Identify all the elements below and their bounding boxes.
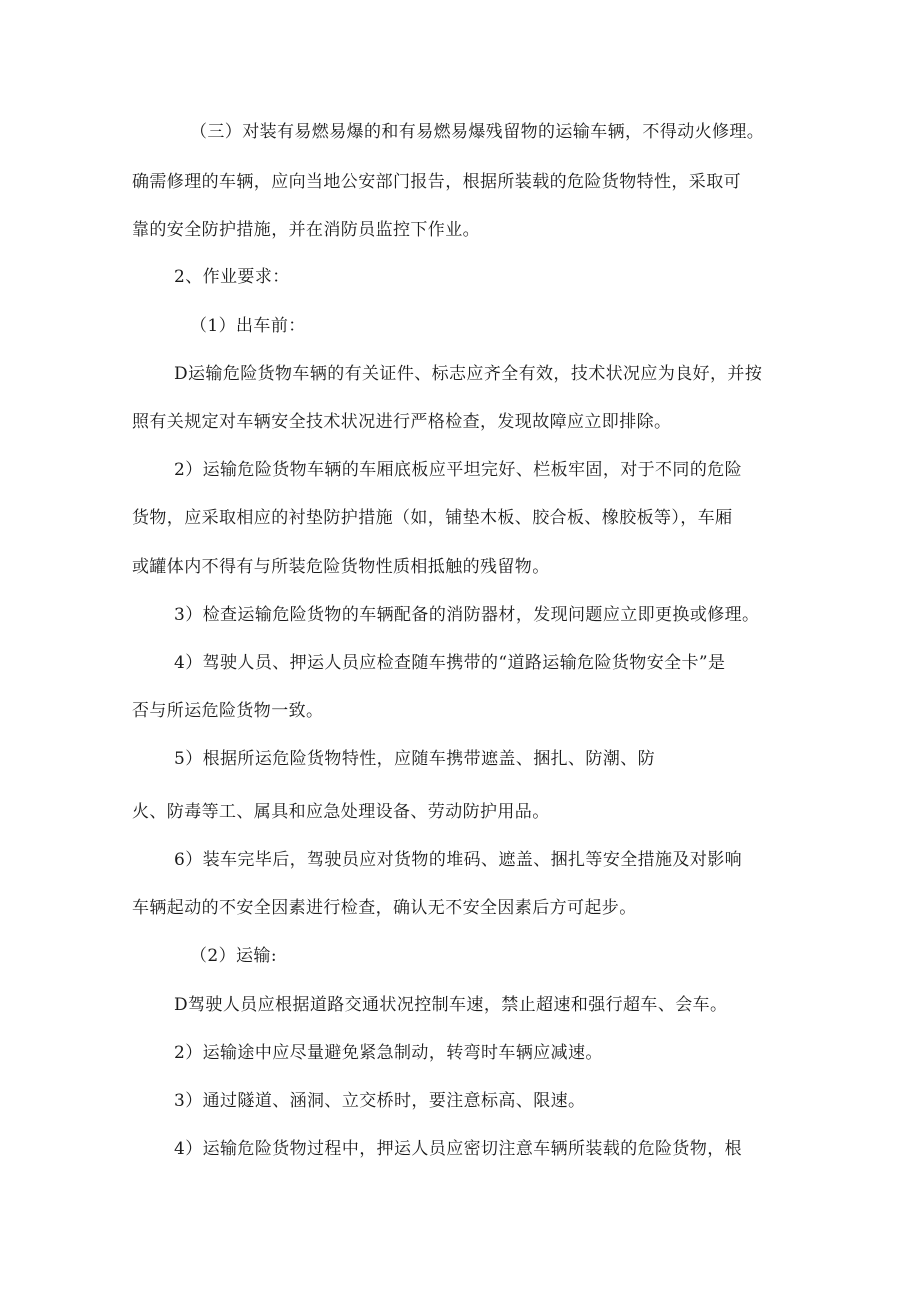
paragraph-line: 2）运输途中应尽量避免紧急制动，转弯时车辆应减速。 xyxy=(174,1043,603,1063)
paragraph-line: 确需修理的车辆，应向当地公安部门报告，根据所装载的危险货物特性，采取可 xyxy=(132,172,741,192)
subsection-heading: （2）运输: xyxy=(190,946,277,966)
paragraph-line: 靠的安全防护措施，并在消防员监控下作业。 xyxy=(132,220,480,240)
paragraph-line: 3）检查运输危险货物的车辆配备的消防器材，发现问题应立即更换或修理。 xyxy=(174,605,760,625)
paragraph-line: D运输危险货物车辆的有关证件、标志应齐全有效，技术状况应为良好，并按 xyxy=(174,364,763,384)
paragraph-line: 车辆起动的不安全因素进行检查，确认无不安全因素后方可起步。 xyxy=(132,898,637,918)
paragraph-line: 4）驾驶人员、押运人员应检查随车携带的“道路运输危险货物安全卡”是 xyxy=(174,653,726,673)
subsection-heading: （1）出车前： xyxy=(190,316,306,336)
paragraph-line: 6）装车完毕后，驾驶员应对货物的堆码、遮盖、捆扎等安全措施及对影响 xyxy=(174,850,743,870)
paragraph-line: 否与所运危险货物一致。 xyxy=(132,701,324,721)
paragraph-line: 3）通过隧道、涵洞、立交桥时，要注意标高、限速。 xyxy=(174,1091,586,1111)
paragraph-line: D驾驶人员应根据道路交通状况控制车速，禁止超速和强行超车、会车。 xyxy=(174,995,728,1015)
section-heading: 2、作业要求： xyxy=(174,267,290,287)
paragraph-line: 或罐体内不得有与所装危险货物性质相抵触的残留物。 xyxy=(132,557,550,577)
paragraph-line: 货物，应采取相应的衬垫防护措施（如，铺垫木板、胶合板、橡胶板等），车厢 xyxy=(132,508,733,528)
paragraph-line: 5）根据所运危险货物特性，应随车携带遮盖、捆扎、防潮、防 xyxy=(174,749,656,769)
paragraph-line: 照有关规定对车辆安全技术状况进行严格检查，发现故障应立即排除。 xyxy=(132,412,672,432)
paragraph-line: 2）运输危险货物车辆的车厢底板应平坦完好、栏板牢固，对于不同的危险 xyxy=(174,460,743,480)
paragraph-line: （三）对装有易燃易爆的和有易燃易爆残留物的运输车辆，不得动火修理。 xyxy=(190,122,765,142)
paragraph-line: 4）运输危险货物过程中，押运人员应密切注意车辆所装载的危险货物，根 xyxy=(174,1139,743,1159)
paragraph-line: 火、防毒等工、属具和应急处理设备、劳动防护用品。 xyxy=(132,802,550,822)
